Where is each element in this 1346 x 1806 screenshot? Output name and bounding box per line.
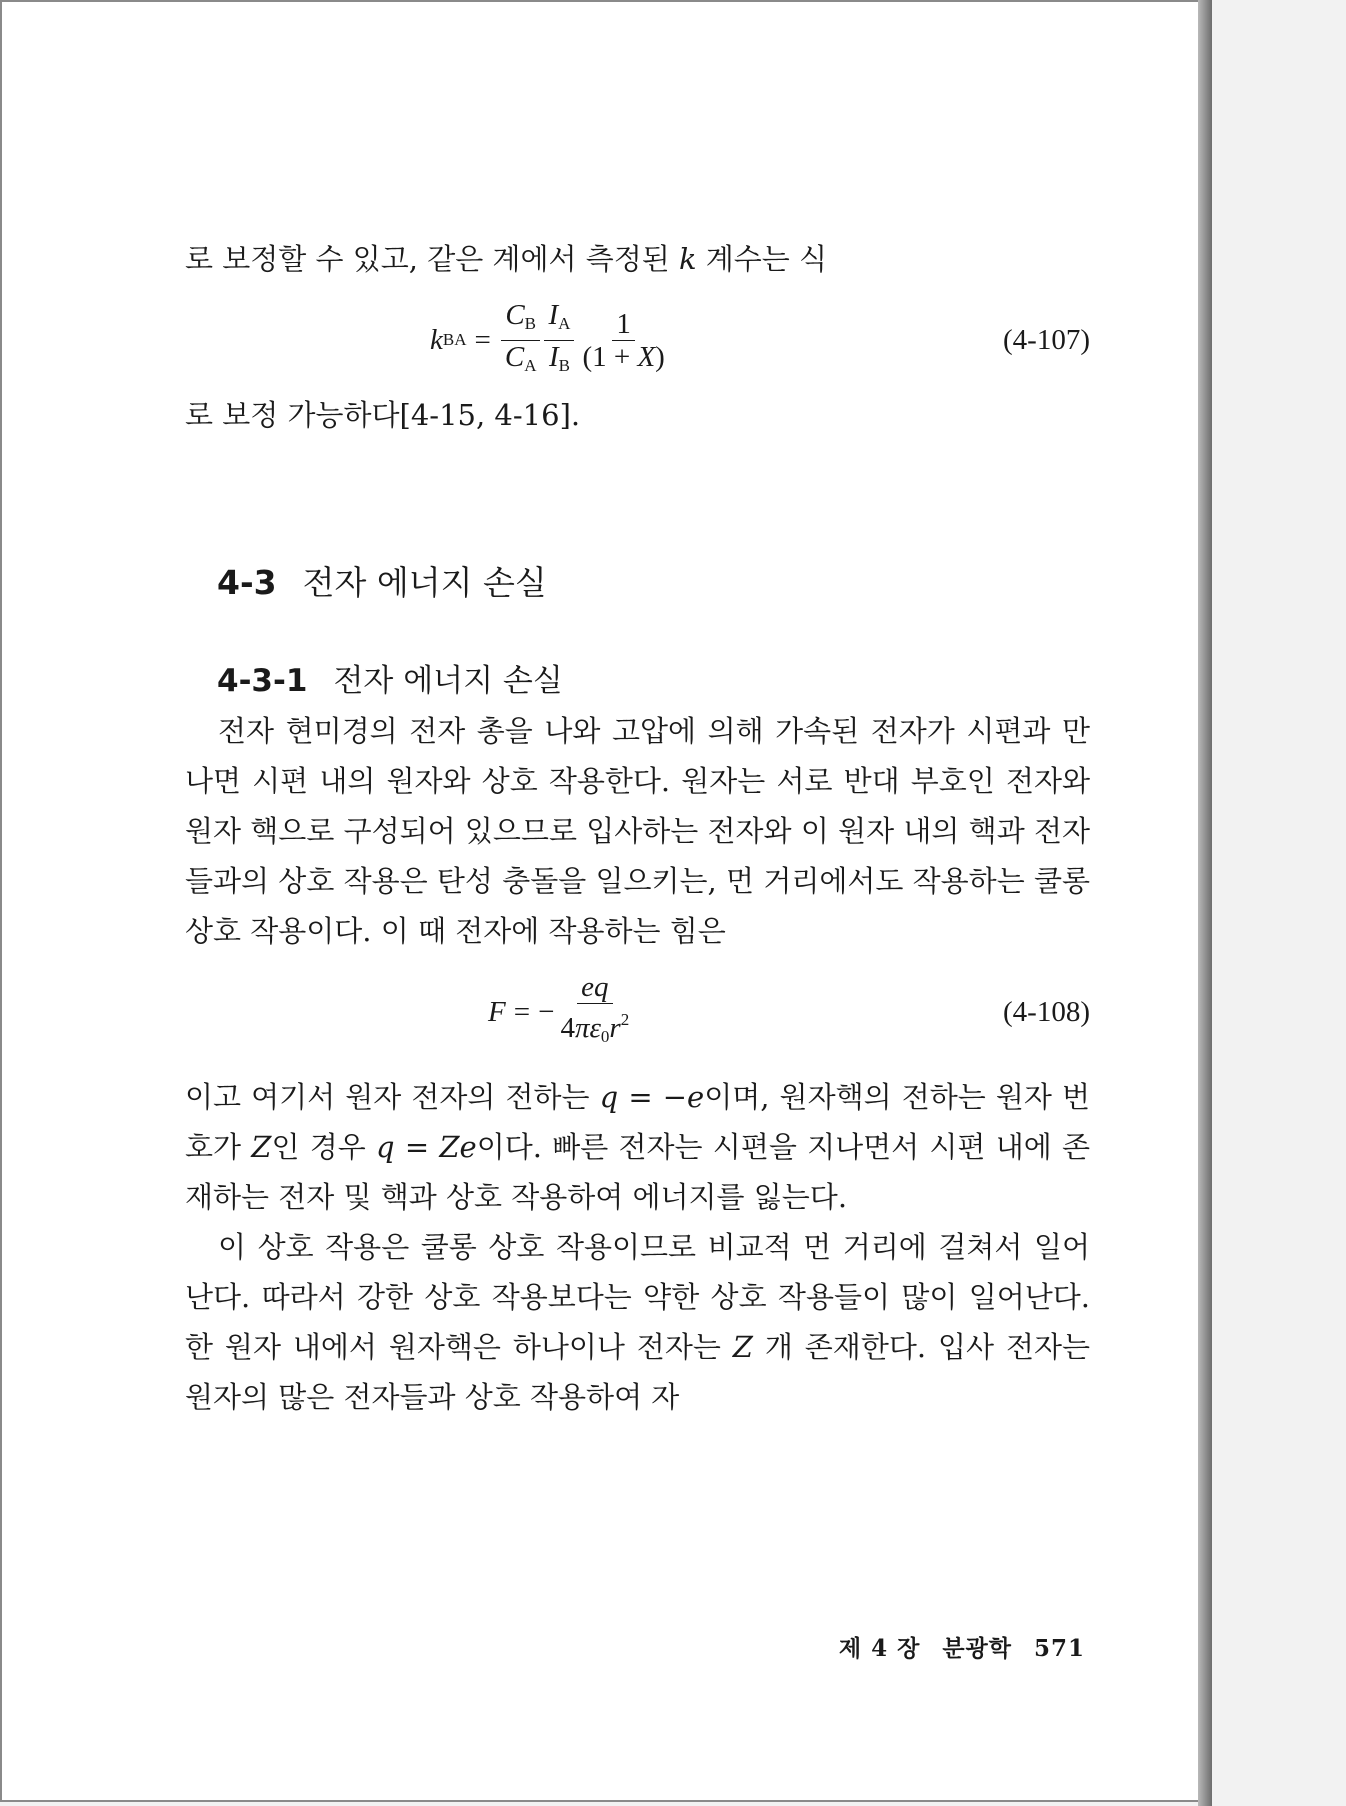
equation-number: (4-108) xyxy=(1003,996,1090,1028)
paragraph-charge: 이고 여기서 원자 전자의 전하는 q = −e이며, 원자핵의 전하는 원자 번호가 Z인 경우 q = Ze이다. 빠른 전자는 시편을 지나면서 시편 내에 존재하는 전자 및 핵과 상호 작용하여 에너지를 잃는다. xyxy=(185,1080,1090,1214)
paragraph-intro: 로 보정할 수 있고, 같은 계에서 측정된 k 계수는 식 xyxy=(185,242,828,276)
equation-4-107: k BA = $\frac{C_B}{C_A}$ $\frac{I_A}{I_B}$ $\frac{1}{(1 + X)}$ (4-107) xyxy=(185,302,1090,378)
chapter-title: 분광학 xyxy=(942,1635,1012,1662)
paragraph-interaction: 이 상호 작용은 쿨롱 상호 작용이므로 비교적 먼 거리에 걸쳐서 일어난다. 따라서 강한 상호 작용보다는 약한 상호 작용들이 많이 일어난다. 한 원자 내에서 원자핵은 하나이나 전자는 Z 개 존재한다. 입사 전자는 원자의 많은 전자들과 상호 작용하여 자 xyxy=(185,1230,1090,1414)
section-heading: 4-3 전자 에너지 손실 xyxy=(217,563,547,602)
equation-4-108: F = − $\frac{eq}{4\pi\varepsilon_0r^2}$ (4-108) xyxy=(185,974,1090,1054)
paragraph-electron-gun: 전자 현미경의 전자 총을 나와 고압에 의해 가속된 전자가 시편과 만나면 시편 내의 원자와 상호 작용한다. 원자는 서로 반대 부호인 전자와 원자 핵으로 구성되어 있으므로 입사하는 전자와 이 원자 내의 핵과 전자들과의 상호 작용은 탄성 충돌을 일으키는, 먼 거리에서도 작용하는 쿨롱 상호 작용이다. 이 때 전자에 작용하는 힘은 xyxy=(185,714,1090,948)
fraction-coulomb: $\frac{eq}{4\pi\varepsilon_0r^2}$ xyxy=(560,971,630,1046)
subsection-heading: 4-3-1 전자 에너지 손실 xyxy=(217,663,563,699)
page-edge-shadow xyxy=(1198,0,1212,1806)
paragraph-correction: 로 보정 가능하다[4-15, 4-16]. xyxy=(185,398,581,432)
page-body xyxy=(185,234,1090,1422)
equation-number: (4-107) xyxy=(1003,324,1090,356)
fraction-x: $\frac{1}{(1 + X)}$ xyxy=(582,307,665,373)
fraction-i: $\frac{I_A}{I_B}$ xyxy=(544,299,574,382)
chapter-label: 제 4 장 xyxy=(838,1635,921,1662)
fraction-c: $\frac{C_B}{C_A}$ xyxy=(501,299,541,382)
page-footer xyxy=(839,1630,1085,1663)
variable-k: k xyxy=(678,242,697,276)
page-number: 571 xyxy=(1033,1635,1085,1662)
